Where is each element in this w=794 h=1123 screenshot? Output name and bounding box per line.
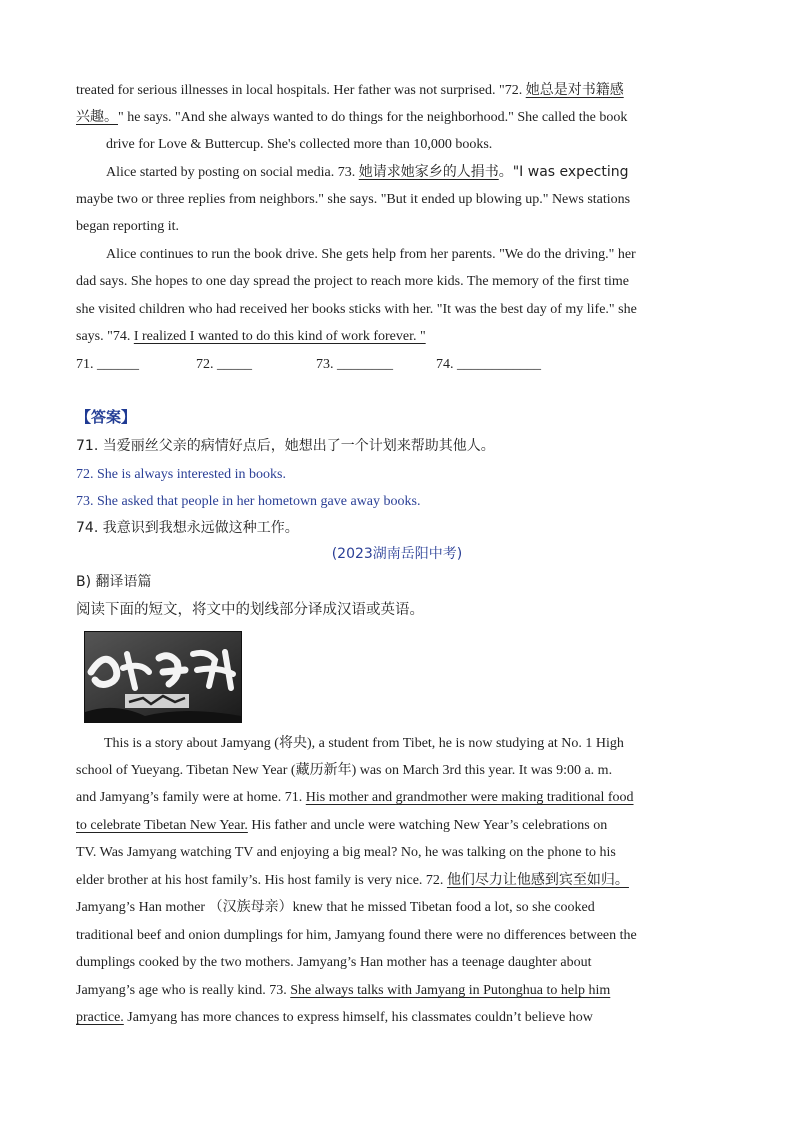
q71-underlined-cont: to celebrate Tibetan New Year. <box>76 818 248 833</box>
blank-74: 74. ____________ <box>436 357 541 372</box>
passage-a-line-4 <box>106 159 718 186</box>
q73-underlined: She always talks with Jamyang in Putonghua to help him <box>290 983 611 998</box>
text: " he says. "And she always wanted to do things for the neighborhood." She called the book <box>118 110 628 125</box>
passage-b-line-5: TV. Was Jamyang watching TV and enjoying a big meal? No, he was talking on the phone to his <box>76 845 616 860</box>
passage-b-line-1: This is a story about Jamyang (将央), a student from Tibet, he is now studying at No. 1 High <box>104 736 624 751</box>
blank-71: 71. ______ <box>76 357 139 372</box>
blank-72: 72. _____ <box>196 357 252 372</box>
passage-a-line-1 <box>76 77 718 104</box>
passage-b-line-10 <box>76 977 718 1004</box>
passage-b-line-6 <box>76 867 718 894</box>
text: says. "74. <box>76 329 134 344</box>
passage-b-line-8: traditional beef and onion dumplings for him, Jamyang found there were no differences between the <box>76 928 637 943</box>
q73-underlined-cont: practice. <box>76 1010 124 1025</box>
text: His father and uncle were watching New Year’s celebrations on <box>247 818 608 833</box>
passage-a-line-8: dad says. She hopes to one day spread the project to reach more kids. The memory of the first time <box>76 274 629 289</box>
text: 。"I was expecting <box>498 164 629 180</box>
q71-underlined: His mother and grandmother were making traditional food <box>305 790 634 805</box>
q72-underlined: 她总是对书籍感 <box>525 82 624 98</box>
passage-a-line-9: she visited children who had received her books sticks with her. "It was the best day of my life." she <box>76 302 637 317</box>
answer-71: 71. 当爱丽丝父亲的病情好点后，她想出了一个计划来帮助其他人。 <box>76 438 495 454</box>
calligraphy-logo-svg <box>85 632 241 722</box>
answer-74: 74. 我意识到我想永远做这种工作。 <box>76 520 299 536</box>
section-heading: B) 翻译语篇 <box>76 574 152 590</box>
q73-underlined: 她请求她家乡的人捐书 <box>358 164 499 180</box>
answer-heading: 【答案】 <box>76 408 137 426</box>
passage-b-line-11 <box>76 1004 718 1031</box>
passage-a-line-7: Alice continues to run the book drive. She gets help from her parents. "We do the driving." her <box>106 247 636 262</box>
answer-73: 73. She asked that people in her hometown gave away books. <box>76 494 421 509</box>
instruction-text: 阅读下面的短文，将文中的划线部分译成汉语或英语。 <box>76 602 424 618</box>
passage-a-line-5: maybe two or three replies from neighbors." she says. "But it ended up blowing up." News stations <box>76 192 631 207</box>
passage-a-line-10 <box>76 323 718 350</box>
text: treated for serious illnesses in local hospitals. Her father was not surprised. "72. <box>76 83 526 98</box>
blank-73: 73. ________ <box>316 357 393 372</box>
passage-a-line-3: drive for Love & Buttercup. She's collected more than 10,000 books. <box>106 137 493 152</box>
answer-blanks <box>76 351 541 378</box>
passage-b-line-4 <box>76 812 718 839</box>
text: elder brother at his host family’s. His host family is very nice. 72. <box>76 873 447 888</box>
calligraphy-logo-image <box>84 631 242 723</box>
passage-a-line-2 <box>76 104 718 131</box>
passage-b-line-3 <box>76 784 718 811</box>
q72-underlined: 他们尽力让他感到宾至如归。 <box>446 872 629 888</box>
source-label: (2023湖南岳阳中考) <box>331 546 463 562</box>
passage-b-line-2: school of Yueyang. Tibetan New Year (藏历新年) was on March 3rd this year. It was 9:00 a. m. <box>76 763 613 778</box>
text: and Jamyang’s family were at home. 71. <box>76 790 306 805</box>
text: Alice started by posting on social media. 73. <box>106 165 359 180</box>
text: Jamyang’s age who is really kind. 73. <box>76 983 291 998</box>
q74-underlined: I realized I wanted to do this kind of work forever. " <box>133 329 426 344</box>
passage-b-line-7: Jamyang’s Han mother （汉族母亲）knew that he missed Tibetan food a lot, so she cooked <box>76 900 595 915</box>
passage-b-line-9: dumplings cooked by the two mothers. Jamyang’s Han mother has a teenage daughter about <box>76 955 592 970</box>
q72-underlined-cont: 兴趣。 <box>76 109 118 125</box>
passage-a-line-6: began reporting it. <box>76 219 180 234</box>
text: Jamyang has more chances to express himself, his classmates couldn’t believe how <box>123 1010 593 1025</box>
answer-72: 72. She is always interested in books. <box>76 467 286 482</box>
